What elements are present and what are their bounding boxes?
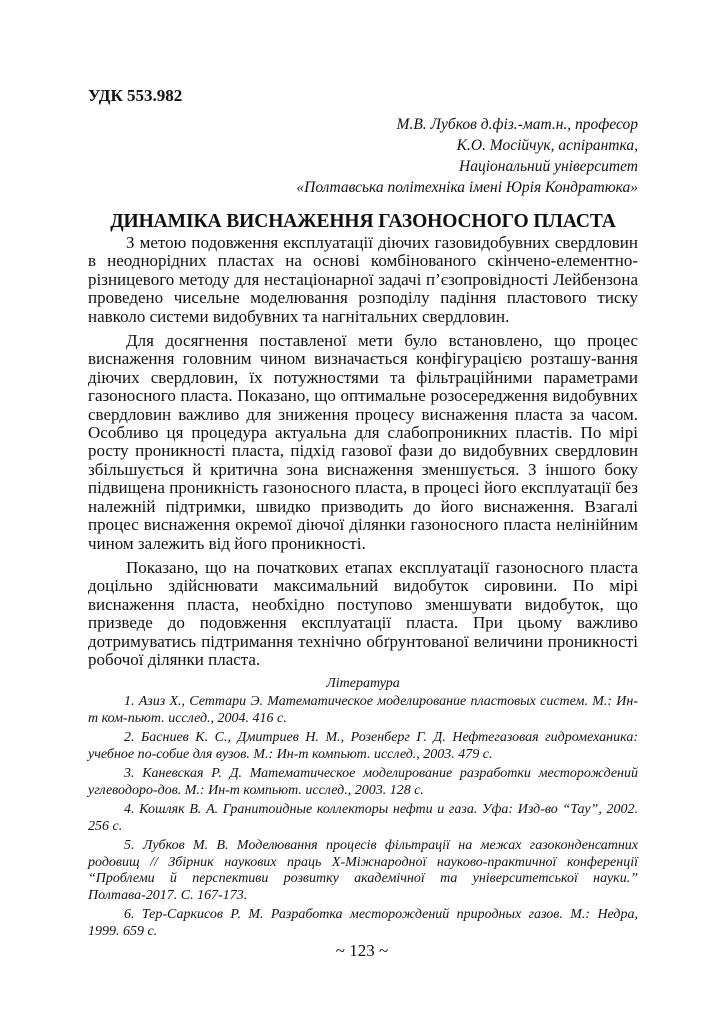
- paragraph: З метою подовження експлуатації діючих газовидобувних свердловин в неоднорідних пластах на основі комбінованого скінчено-елементно-різницевого методу для нестаціонарної задачі п’єзопровідності Лейбензона проведено чисельне моделювання розподілу падіння пластового тиску навколо системи видобувних та нагнітальних свердловин.: [88, 233, 638, 326]
- reference-item: 3. Каневская Р. Д. Математическое моделирование разработки месторождений углеводоро-дов. М.: Ин-т компьют. исслед., 2003. 128 с.: [88, 766, 638, 798]
- reference-item: 5. Лубков М. В. Моделювання процесів фільтрації на межах газоконденсатних родовищ // Збірник наукових праць X-Міжнародної науково-практичної конференції “Проблеми й перспективи розвитку академічної та університетської науки.” Полтава-2017. С. 167-173.: [88, 838, 638, 903]
- literature-heading: Література: [326, 676, 400, 692]
- affiliation-line: «Полтавська політехніка імені Юрія Кондратюка»: [296, 179, 638, 196]
- udk-code: УДК 553.982: [88, 86, 183, 105]
- reference-item: 2. Басниев К. С., Дмитриев Н. М., Розенберг Г. Д. Нефтегазовая гидромеханика: учебное по-собие для вузов. М.: Ин-т компьют. исслед., 2003. 479 с.: [88, 730, 638, 762]
- author-line: К.О. Мосійчук, аспірантка,: [456, 137, 638, 154]
- article-title: ДИНАМІКА ВИСНАЖЕННЯ ГАЗОНОСНОГО ПЛАСТА: [110, 211, 616, 232]
- document-page: [88, 86, 638, 943]
- author-line: М.В. Лубков д.фіз.-мат.н., професор: [396, 116, 638, 133]
- paragraph: Показано, що на початкових етапах експлуатації газоносного пласта доцільно здійснювати максимальний видобуток сировини. По мірі виснаження пласта, необхідно поступово зменшувати видобуток, що призведе до подовження експлуатації пласта. При цьому важливо дотримуватись підтримання технічно обґрунтованої величини проникності робочої ділянки пласта.: [88, 557, 638, 669]
- authors-block: [88, 114, 638, 198]
- reference-item: 4. Кошляк В. А. Гранитоидные коллекторы нефти и газа. Уфа: Изд-во “Тау”, 2002. 256 с.: [88, 802, 638, 834]
- affiliation-line: Національний університет: [459, 158, 638, 175]
- reference-list: [88, 694, 638, 940]
- reference-item: 1. Азиз Х., Сеттари Э. Математическое моделирование пластовых систем. М.: Ин-т ком-пьют. исслед., 2004. 416 с.: [88, 694, 638, 726]
- paragraph: Для досягнення поставленої мети було встановлено, що процес виснаження головним чином визначається конфігурацією розташу-вання діючих свердловин, їх потужностями та фільтраційними параметрами газоносного пласта. Показано, що оптимальне розосередження видобувних свердловин важливо для зниження процесу виснаження пласта за часом. Особливо ця процедура актуальна для слабопроникних пластів. По мірі росту проникності пласта, підхід газової фази до видобувних свердловин збільшується й критична зона виснаження зменшується. З іншого боку підвищена проникність газоносного пласта, в процесі його експлуатації без належній підтримки, швидко призводить до його виснаження. Взагалі процес виснаження окремої діючої ділянки газоносного пласта нелінійним чином залежить від його проникності.: [88, 331, 638, 553]
- page-number: ~ 123 ~: [335, 941, 389, 960]
- reference-item: 6. Тер-Саркисов Р. М. Разработка месторождений природных газов. М.: Недра, 1999. 659 с.: [88, 907, 638, 939]
- article-body: [88, 234, 638, 669]
